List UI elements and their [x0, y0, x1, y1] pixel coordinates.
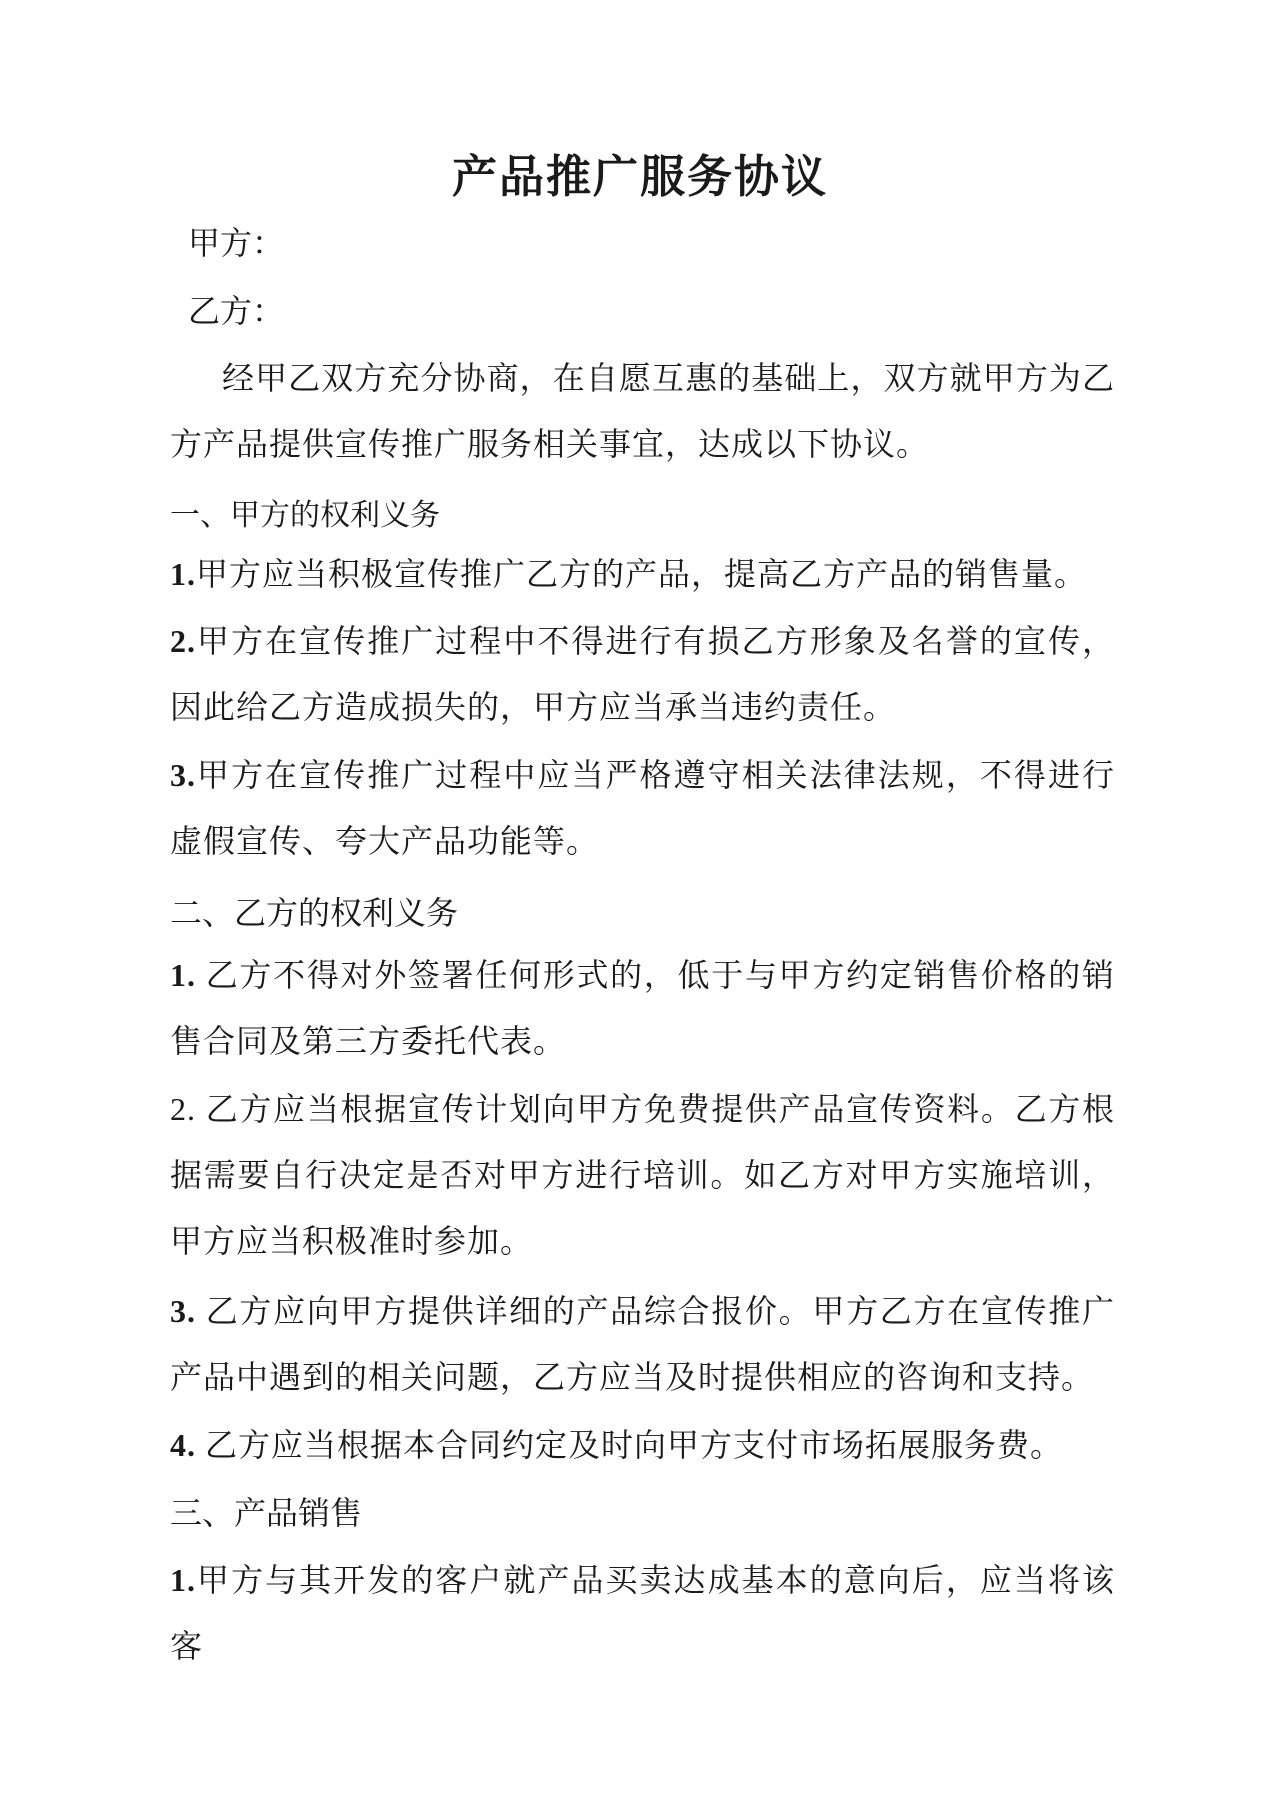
clause-text: 甲方在宣传推广过程中不得进行有损乙方形象及名誉的宣传，因此给乙方造成损失的，甲方应当承当违约责任。 [170, 622, 1115, 726]
section-heading-party-b: 二、乙方的权利义务 [170, 894, 459, 932]
clause-number: 2. [170, 1091, 206, 1127]
clause-text: 甲方与其开发的客户就产品买卖达成基本的意向后，应当将该客 [170, 1561, 1115, 1665]
clause-number: 1. [170, 1562, 196, 1598]
clause-text: 甲方在宣传推广过程中应当严格遵守相关法律法规，不得进行虚假宣传、夸大产品功能等。 [170, 756, 1115, 860]
clause-text: 甲方应当积极宣传推广乙方的产品，提高乙方产品的销售量。 [196, 555, 1088, 593]
section-heading-party-a: 一、甲方的权利义务 [170, 498, 440, 533]
clause-number: 3. [170, 1293, 206, 1329]
clause-a2 [170, 608, 1115, 740]
party-b-label: 乙方： [188, 292, 285, 330]
clause-number: 2. [170, 623, 196, 659]
clause-b4 [170, 1412, 1115, 1478]
clause-number: 1. [170, 957, 206, 993]
document-title: 产品推广服务协议 [451, 150, 828, 203]
clause-text: 乙方不得对外签署任何形式的，低于与甲方约定销售价格的销售合同及第三方委托代表。 [170, 956, 1115, 1060]
intro-paragraph: 经甲乙双方充分协商，在自愿互惠的基础上，双方就甲方为乙方产品提供宣传推广服务相关事宜，达成以下协议。 [170, 359, 1115, 463]
clause-a3 [170, 742, 1115, 874]
section-heading-product-sales: 三、产品销售 [170, 1494, 363, 1532]
clause-number: 3. [170, 757, 196, 793]
clause-b1 [170, 942, 1115, 1074]
clause-number: 4. [170, 1427, 205, 1463]
clause-text: 乙方应当根据宣传计划向甲方免费提供产品宣传资料。乙方根据需要自行决定是否对甲方进行培训。如乙方对甲方实施培训，甲方应当积极准时参加。 [170, 1090, 1115, 1260]
clause-c1 [170, 1547, 1115, 1679]
clause-text: 乙方应当根据本合同约定及时向甲方支付市场拓展服务费。 [205, 1426, 1064, 1464]
clause-text: 乙方应向甲方提供详细的产品综合报价。甲方乙方在宣传推广产品中遇到的相关问题，乙方应当及时提供相应的咨询和支持。 [170, 1292, 1115, 1396]
clause-a1 [170, 541, 1115, 607]
clause-b3 [170, 1278, 1115, 1410]
party-a-label: 甲方： [188, 224, 285, 262]
clause-b2 [170, 1076, 1115, 1274]
clause-number: 1. [170, 556, 196, 592]
